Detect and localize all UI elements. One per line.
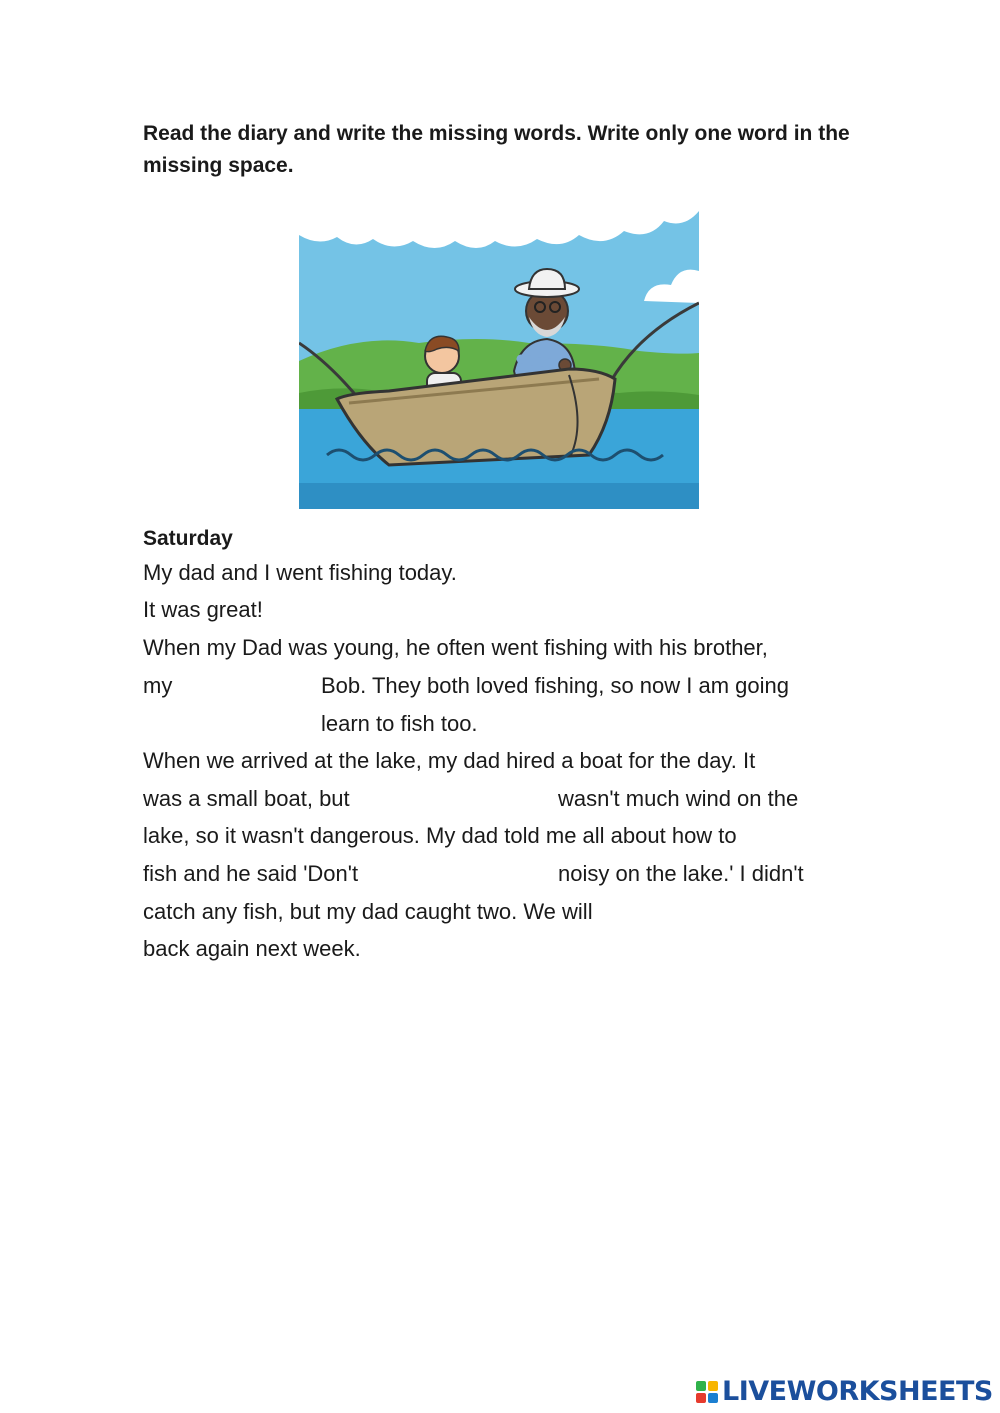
answer-blank-5[interactable] <box>660 897 844 929</box>
diary-line-5: learn to fish too. <box>321 711 478 736</box>
diary-line-11: back again next week. <box>143 936 361 961</box>
answer-blank-3[interactable] <box>380 784 556 816</box>
diary-line-9b: noisy on the lake.' I didn't <box>558 861 804 886</box>
diary-line-8: lake, so it wasn't dangerous. My dad told me all about how to <box>143 823 737 848</box>
logo-text: LIVEWORKSHEETS <box>722 1376 993 1407</box>
instructions: Read the diary and write the missing words. Write only one word in the missing space. <box>143 122 850 177</box>
logo-mark-icon <box>696 1381 718 1403</box>
diary-line-10: catch any fish, but my dad caught two. We will <box>143 899 593 924</box>
diary-line-4a: my <box>143 673 173 698</box>
diary-line-7a: was a small boat, but <box>143 786 350 811</box>
diary-line-9a: fish and he said 'Don't <box>143 861 359 886</box>
diary-heading: Saturday <box>143 527 233 550</box>
answer-blank-2[interactable] <box>143 709 319 741</box>
diary-line-1: My dad and I went fishing today. <box>143 560 457 585</box>
diary-line-2: It was great! <box>143 597 263 622</box>
diary-line-7b: wasn't much wind on the <box>558 786 799 811</box>
diary-line-4b: Bob. They both loved fishing, so now I am going <box>321 673 789 698</box>
answer-blank-4[interactable] <box>390 859 556 891</box>
liveworksheets-logo <box>696 1376 993 1407</box>
diary-line-6: When we arrived at the lake, my dad hired a boat for the day. It <box>143 748 756 773</box>
diary-line-3: When my Dad was young, he often went fishing with his brother, <box>143 635 768 660</box>
fishing-scene-svg <box>299 193 699 509</box>
answer-blank-1[interactable] <box>182 671 318 703</box>
fishing-illustration <box>299 193 699 509</box>
